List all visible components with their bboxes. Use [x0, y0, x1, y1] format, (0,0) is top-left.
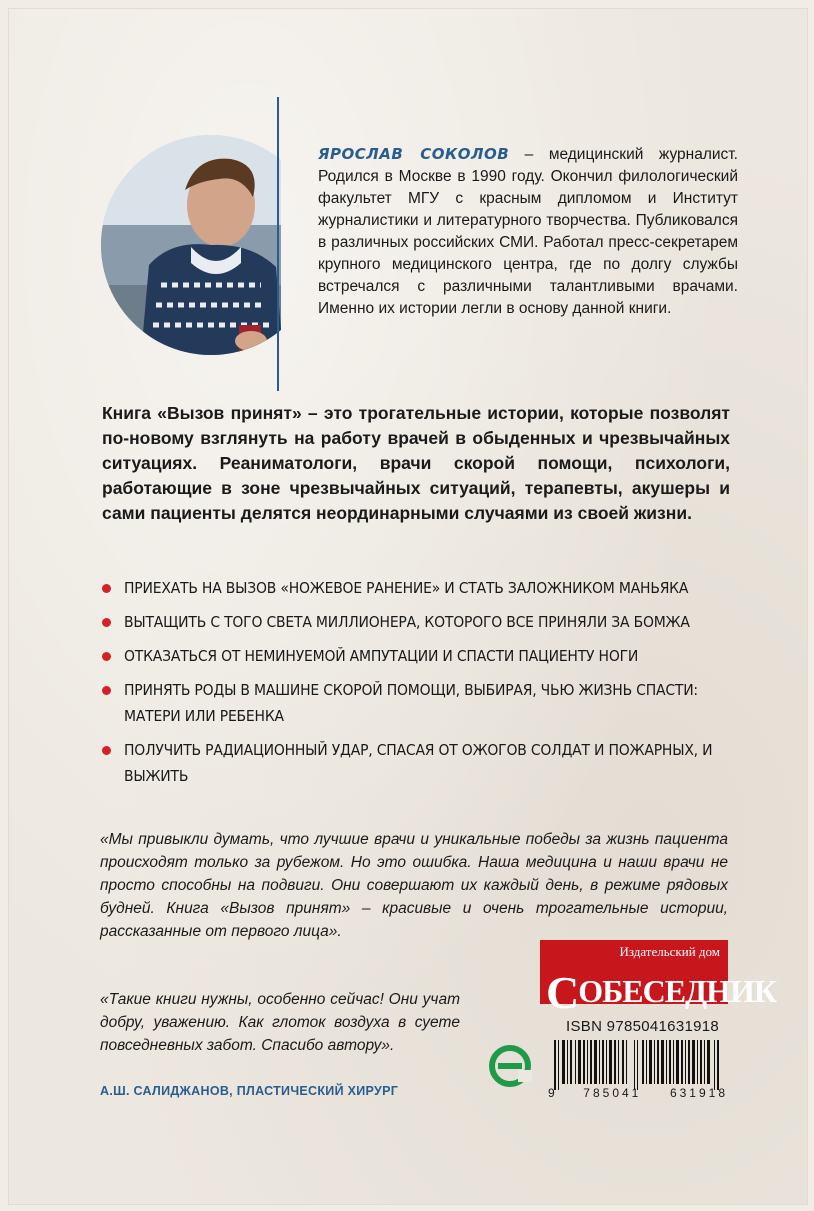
bullet-icon — [102, 746, 111, 755]
review-quote-2: «Такие книги нужны, особенно сейчас! Они учат добру, уважению. Как глоток воздуха в суете повседневных забот. Спасибо автору». — [100, 991, 460, 1054]
publisher-name: СОБЕСЕДНИК — [546, 967, 777, 1018]
bullet-icon — [102, 584, 111, 593]
eksmo-logo-icon — [488, 1034, 532, 1098]
author-bio — [318, 143, 738, 320]
review-signature: А.Ш. САЛИДЖАНОВ, ПЛАСТИЧЕСКИЙ ХИРУРГ — [100, 1084, 399, 1098]
list-item: ПОЛУЧИТЬ РАДИАЦИОННЫЙ УДАР, СПАСАЯ ОТ ОЖОГОВ СОЛДАТ И ПОЖАРНЫХ, И ВЫЖИТЬ — [102, 737, 742, 789]
list-item: ПРИЕХАТЬ НА ВЫЗОВ «НОЖЕВОЕ РАНЕНИЕ» И СТАТЬ ЗАЛОЖНИКОМ МАНЬЯКА — [102, 575, 742, 601]
author-photo — [101, 117, 281, 377]
book-description: Книга «Вызов принят» – это трогательные истории, которые позволят по-новому взглянуть на работу врачей в обыденных и чрезвычайных ситуациях. Реаниматологи, врачи скорой помощи, психологи, работающие в зоне чрезвычайных ситуаций, терапевты, акушеры и сами пациенты делятся неординарными случаями из своей жизни. — [102, 403, 730, 523]
author-name: ЯРОСЛАВ СОКОЛОВ — [318, 145, 510, 163]
bullet-icon — [102, 652, 111, 661]
bullet-icon — [102, 618, 111, 627]
publisher-logo — [540, 940, 777, 1018]
publisher-tagline: Издательский дом — [619, 944, 720, 959]
author-bio-text: – медицинский журналист. Родился в Москве в 1990 году. Окончил филологический факультет МГУ с красным дипломом и Институт журналистики и литературного творчества. Публиковался в различных российских СМИ. Работал пресс-секретарем крупного медицинского центра, где по долгу службы встречался с различными талантливыми врачами. Именно их истории легли в основу данной книги. — [318, 146, 738, 317]
divider-line — [277, 97, 279, 391]
review-quote-1: «Мы привыкли думать, что лучшие врачи и уникальные победы за жизнь пациента происходят только за рубежом. Но это ошибка. Наша медицина и наши врачи не просто способны на подвиги. Они совершают их каждый день, в режиме рядовых будней. Книга «Вызов принят» – красивые и очень трогательные истории, рассказанные от первого лица». — [100, 831, 728, 940]
bullet-icon — [102, 686, 111, 695]
isbn-label: ISBN 9785041631918 — [566, 1018, 720, 1035]
list-item: ПРИНЯТЬ РОДЫ В МАШИНЕ СКОРОЙ ПОМОЩИ, ВЫБИРАЯ, ЧЬЮ ЖИЗНЬ СПАСТИ: МАТЕРИ ИЛИ РЕБЕНКА — [102, 677, 742, 729]
list-item: ОТКАЗАТЬСЯ ОТ НЕМИНУЕМОЙ АМПУТАЦИИ И СПАСТИ ПАЦИЕНТУ НОГИ — [102, 643, 742, 669]
list-item: ВЫТАЩИТЬ С ТОГО СВЕТА МИЛЛИОНЕРА, КОТОРОГО ВСЕ ПРИНЯЛИ ЗА БОМЖА — [102, 609, 742, 635]
barcode-digits: 9 785041 631918 — [548, 1086, 728, 1100]
highlights-list — [102, 575, 742, 797]
